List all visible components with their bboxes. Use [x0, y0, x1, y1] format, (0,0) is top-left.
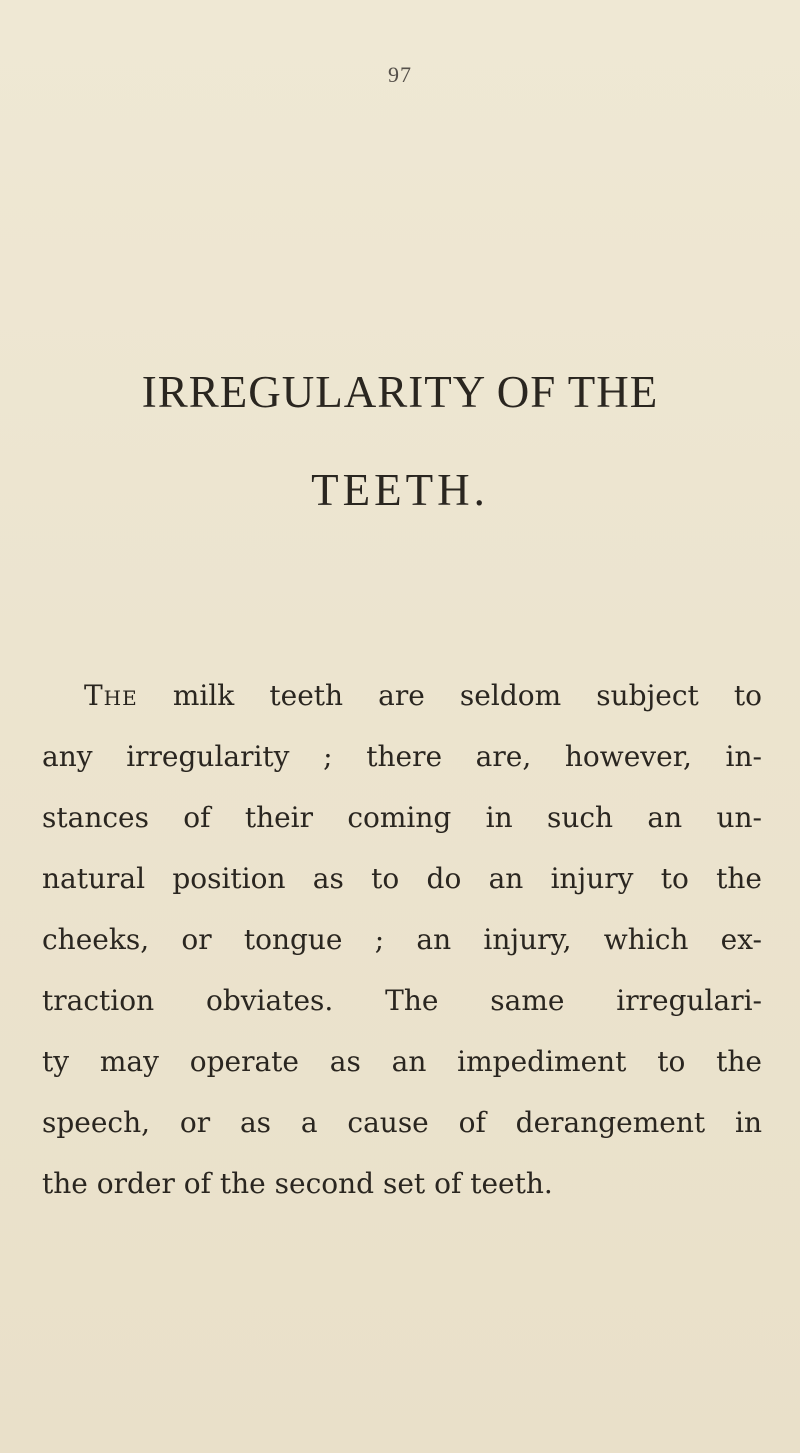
- chapter-title-line-2: TEETH.: [311, 465, 489, 515]
- body-line-4: natural position as to do an injury to the: [42, 862, 762, 895]
- body-paragraph: [42, 665, 762, 1214]
- body-line-1: [42, 665, 762, 726]
- body-line-7: ty may operate as an impediment to the: [42, 1045, 762, 1078]
- body-line-1-text: milk teeth are seldom subject to: [137, 679, 762, 712]
- body-line-9: the order of the second set of teeth.: [42, 1167, 553, 1200]
- body-lead-word: The: [84, 679, 138, 712]
- body-line-2: any irregularity ; there are, however, in-: [42, 740, 762, 773]
- body-line-5: cheeks, or tongue ; an injury, which ex-: [42, 923, 762, 956]
- body-line-3: stances of their coming in such an un-: [42, 801, 762, 834]
- body-line-6: traction obviates. The same irregulari-: [42, 984, 762, 1017]
- body-line-8: speech, or as a cause of derangement in: [42, 1106, 762, 1139]
- page-number: 97: [388, 62, 412, 87]
- chapter-title-line-1: IRREGULARITY OF THE: [141, 367, 659, 417]
